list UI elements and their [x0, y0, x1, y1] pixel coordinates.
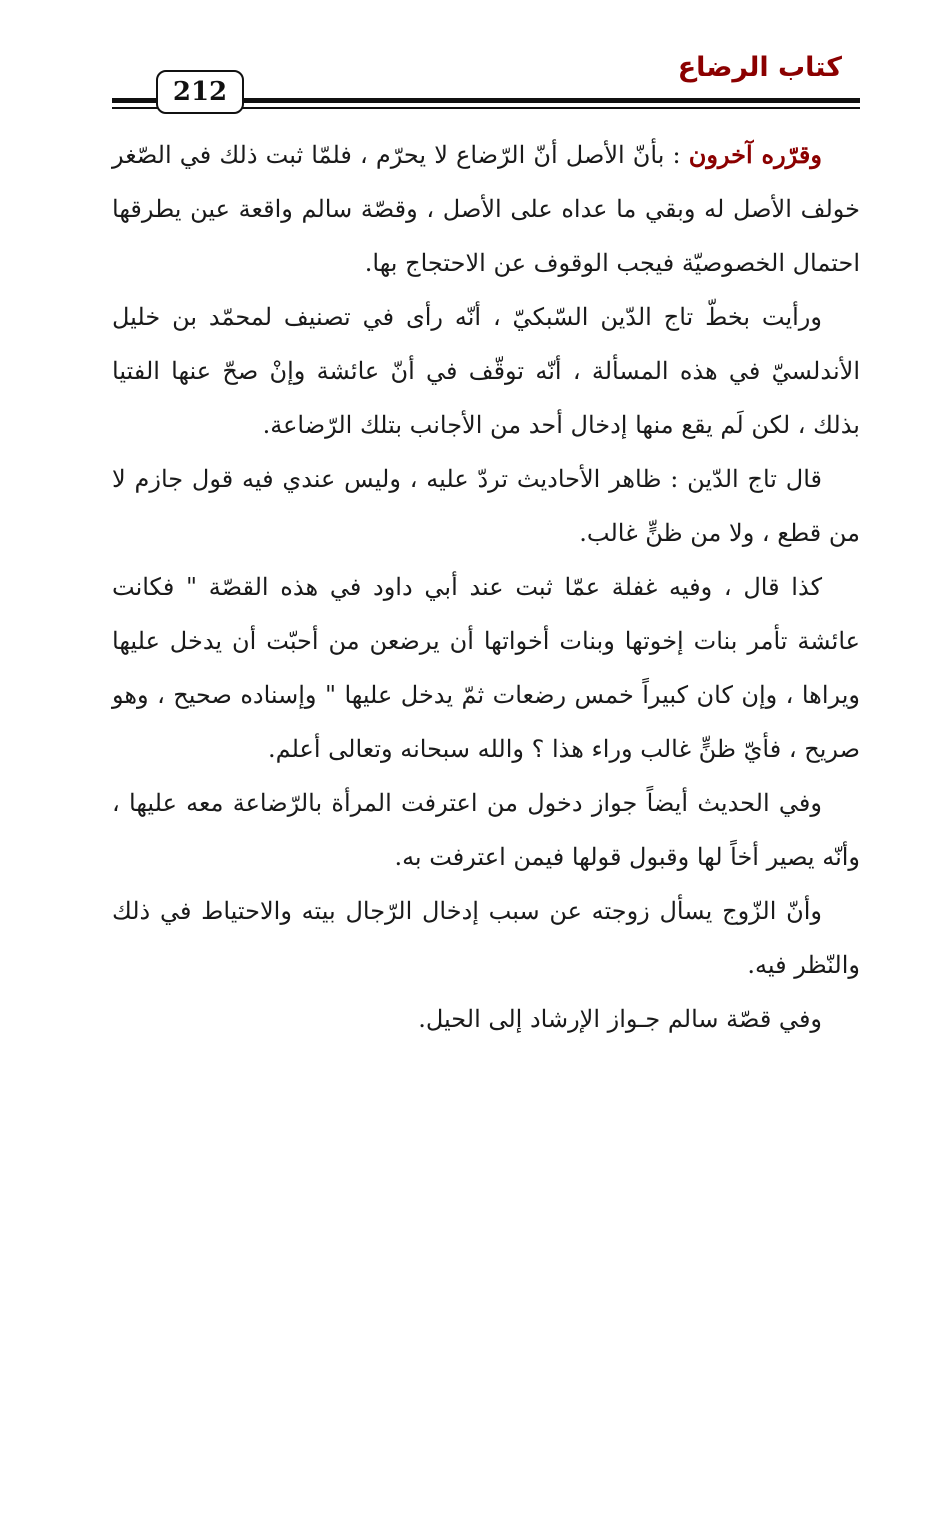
paragraph: قال تاج الدّين : ظاهر الأحاديث تردّ عليه ، وليس عندي فيه قول جازم لا من قطع ، ولا من ظنٍّ غالب.: [112, 465, 860, 547]
body-text: [112, 128, 860, 1046]
page-number: 212: [156, 70, 244, 114]
chapter-title: كتاب الرضاع: [677, 52, 842, 83]
paragraph: [112, 128, 860, 290]
paragraph: كذا قال ، وفيه غفلة عمّا ثبت عند أبي داود في هذه القصّة " فكانت عائشة تأمر بنات إخوتها وبنات أخواتها أن يرضعن من أحبّت أن يدخل عليها ويراها ، وإن كان كبيراً خمس رضعات ثمّ يدخل عليها " وإسناده صحيح ، وهو صريح ، فأيّ ظنٍّ غالب وراء هذا ؟ والله سبحانه وتعالى أعلم.: [112, 573, 860, 763]
paragraph: ورأيت بخطّ تاج الدّين السّبكيّ ، أنّه رأى في تصنيف لمحمّد بن خليل الأندلسيّ في هذه المسألة ، أنّه توقّف في أنّ عائشة وإنْ صحّ عنها الفتيا بذلك ، لكن لَم يقع منها إدخال أحد من الأجانب بتلك الرّضاعة.: [112, 303, 861, 439]
paragraph: وفي الحديث أيضاً جواز دخول من اعترفت المرأة بالرّضاعة معه عليها ، وأنّه يصير أخاً لها وقبول قولها فيمن اعترفت به.: [112, 789, 860, 871]
paragraph: وأنّ الزّوج يسأل زوجته عن سبب إدخال الرّجال بيته والاحتياط في ذلك والنّظر فيه.: [112, 897, 860, 979]
highlighted-lead: وقرّره آخرون: [688, 140, 822, 169]
page-header: [112, 52, 860, 122]
paragraph: وفي قصّة سالم جـواز الإرشاد إلى الحيل.: [418, 1005, 822, 1033]
paragraph-text: : بأنّ الأصل أنّ الرّضاع لا يحرّم ، فلمّا ثبت ذلك في الصّغر خولف الأصل له وبقي ما عداه على الأصل ، وقصّة سالم واقعة عين يطرقها احتمال الخصوصيّة فيجب الوقوف عن الاحتجاج بها.: [112, 141, 860, 277]
